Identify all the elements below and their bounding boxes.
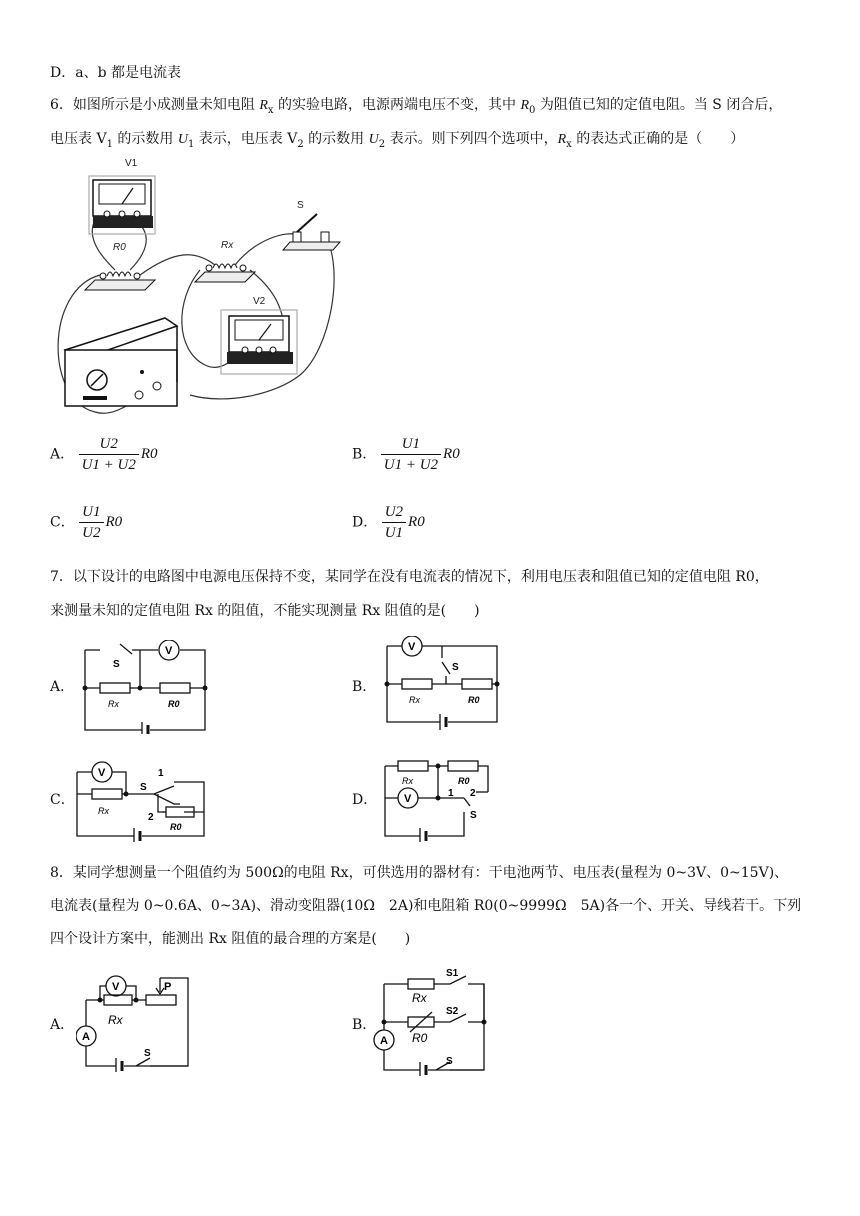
svg-text:1: 1 <box>158 768 164 779</box>
q7-circuit-b <box>382 636 504 730</box>
svg-text:V: V <box>165 645 173 657</box>
q6-apparatus-figure <box>45 150 365 420</box>
svg-text:1: 1 <box>448 788 454 799</box>
svg-text:R0: R0 <box>170 822 182 832</box>
option-key: A． <box>50 446 75 463</box>
option-key: B． <box>352 446 377 463</box>
fraction: $\frac{U2}{U1}$ <box>382 502 406 543</box>
q7-option-d[interactable]: D． <box>352 792 378 808</box>
q8-option-b[interactable]: B． <box>352 1017 377 1033</box>
v2-meter-icon <box>227 316 293 364</box>
q6-stem-line1: 6．如图所示是小成测量未知电阻 $R_x$ 的实验电路，电源两端电压不变，其中 $R_0$ 为阻值已知的定值电阻。当 S 闭合后， <box>50 97 783 116</box>
svg-text:R0: R0 <box>412 1031 428 1045</box>
svg-text:R0: R0 <box>458 776 470 786</box>
v1-label: V1 <box>125 158 138 169</box>
svg-text:V: V <box>112 981 120 993</box>
svg-text:A: A <box>380 1035 388 1047</box>
q8-option-a[interactable]: A． <box>50 1017 75 1033</box>
svg-text:R0: R0 <box>168 699 180 709</box>
q7-circuit-d <box>380 752 492 842</box>
q7-circuit-c <box>74 754 210 842</box>
q8-stem-line3: 四个设计方案中，能测出 Rx 阻值的最合理的方案是( ) <box>50 931 411 947</box>
svg-text:Rx: Rx <box>412 991 427 1005</box>
option-key: D． <box>352 514 378 531</box>
q7-option-c[interactable]: C． <box>50 792 75 808</box>
svg-text:P: P <box>164 981 172 993</box>
option-key: C． <box>50 514 75 531</box>
q5-option-d: D．a、b 都是电流表 <box>50 65 181 81</box>
fraction: $\frac{U1}{U2}$ <box>79 502 103 543</box>
v2-label: V2 <box>253 296 266 307</box>
q8-circuit-a <box>76 966 194 1072</box>
q6-option-c[interactable]: C． $\frac{U1}{U2}$ R0 <box>50 504 123 541</box>
switch-icon <box>283 214 340 250</box>
svg-text:V: V <box>98 767 106 779</box>
svg-text:Rx: Rx <box>98 806 109 816</box>
q6-option-b[interactable]: B． $\frac{U1}{U1 + U2}$ R0 <box>352 436 460 473</box>
r0-label: R0 <box>113 242 126 253</box>
svg-text:R0: R0 <box>468 695 480 705</box>
svg-text:S: S <box>144 1048 151 1059</box>
svg-text:S: S <box>113 659 120 670</box>
q7-circuit-a <box>80 640 210 734</box>
svg-text:V: V <box>404 793 412 805</box>
svg-text:2: 2 <box>148 812 154 823</box>
fraction: $\frac{U1}{U1 + U2}$ <box>381 434 441 475</box>
q8-stem-line1: 8．某同学想测量一个阻值约为 500Ω的电阻 Rx，可供选用的器材有：干电池两节、电压表(量程为 0~3V、0~15V)、 <box>50 865 789 881</box>
svg-text:Rx: Rx <box>402 776 413 786</box>
q6-option-a[interactable]: A． $\frac{U2}{U1 + U2}$ R0 <box>50 436 158 473</box>
svg-text:Rx: Rx <box>108 1013 123 1027</box>
power-supply-icon <box>65 318 177 406</box>
fraction: $\frac{U2}{U1 + U2}$ <box>79 434 139 475</box>
svg-text:S: S <box>140 782 147 793</box>
svg-text:S2: S2 <box>446 1006 459 1017</box>
svg-text:2: 2 <box>470 788 476 799</box>
q7-option-a[interactable]: A． <box>50 679 75 695</box>
q7-stem-line1: 7．以下设计的电路图中电源电压保持不变，某同学在没有电流表的情况下，利用电压表和阻值已知的定值电阻 R0， <box>50 569 769 585</box>
svg-text:S: S <box>470 810 477 821</box>
svg-text:S: S <box>452 662 459 673</box>
v1-meter-icon <box>93 180 153 228</box>
svg-text:S: S <box>446 1056 453 1067</box>
svg-text:V: V <box>408 641 416 653</box>
rx-resistor-icon <box>195 264 255 282</box>
q7-option-b[interactable]: B． <box>352 679 377 695</box>
svg-text:Rx: Rx <box>409 695 420 705</box>
svg-text:A: A <box>82 1031 90 1043</box>
switch-label: S <box>297 200 304 211</box>
q7-stem-line2: 来测量未知的定值电阻 Rx 的阻值，不能实现测量 Rx 阻值的是( ) <box>50 603 480 619</box>
r0-resistor-icon <box>85 272 155 290</box>
q6-stem-line2: 电压表 $V_1$ 的示数用 $U_1$ 表示，电压表 $V_2$ 的示数用 $U_2$ 表示。则下列四个选项中，$R_x$ 的表达式正确的是（ ） <box>50 131 745 150</box>
q6-option-d[interactable]: D． $\frac{U2}{U1}$ R0 <box>352 504 425 541</box>
q8-circuit-b <box>370 962 494 1076</box>
svg-text:S1: S1 <box>446 968 459 979</box>
svg-text:Rx: Rx <box>108 699 119 709</box>
rx-label: Rx <box>221 240 234 251</box>
q8-stem-line2: 电流表(量程为 0~0.6A、0~3A)、滑动变阻器(10Ω 2A)和电阻箱 R0(0~9999Ω 5A)各一个、开关、导线若干。下列 <box>50 898 802 914</box>
